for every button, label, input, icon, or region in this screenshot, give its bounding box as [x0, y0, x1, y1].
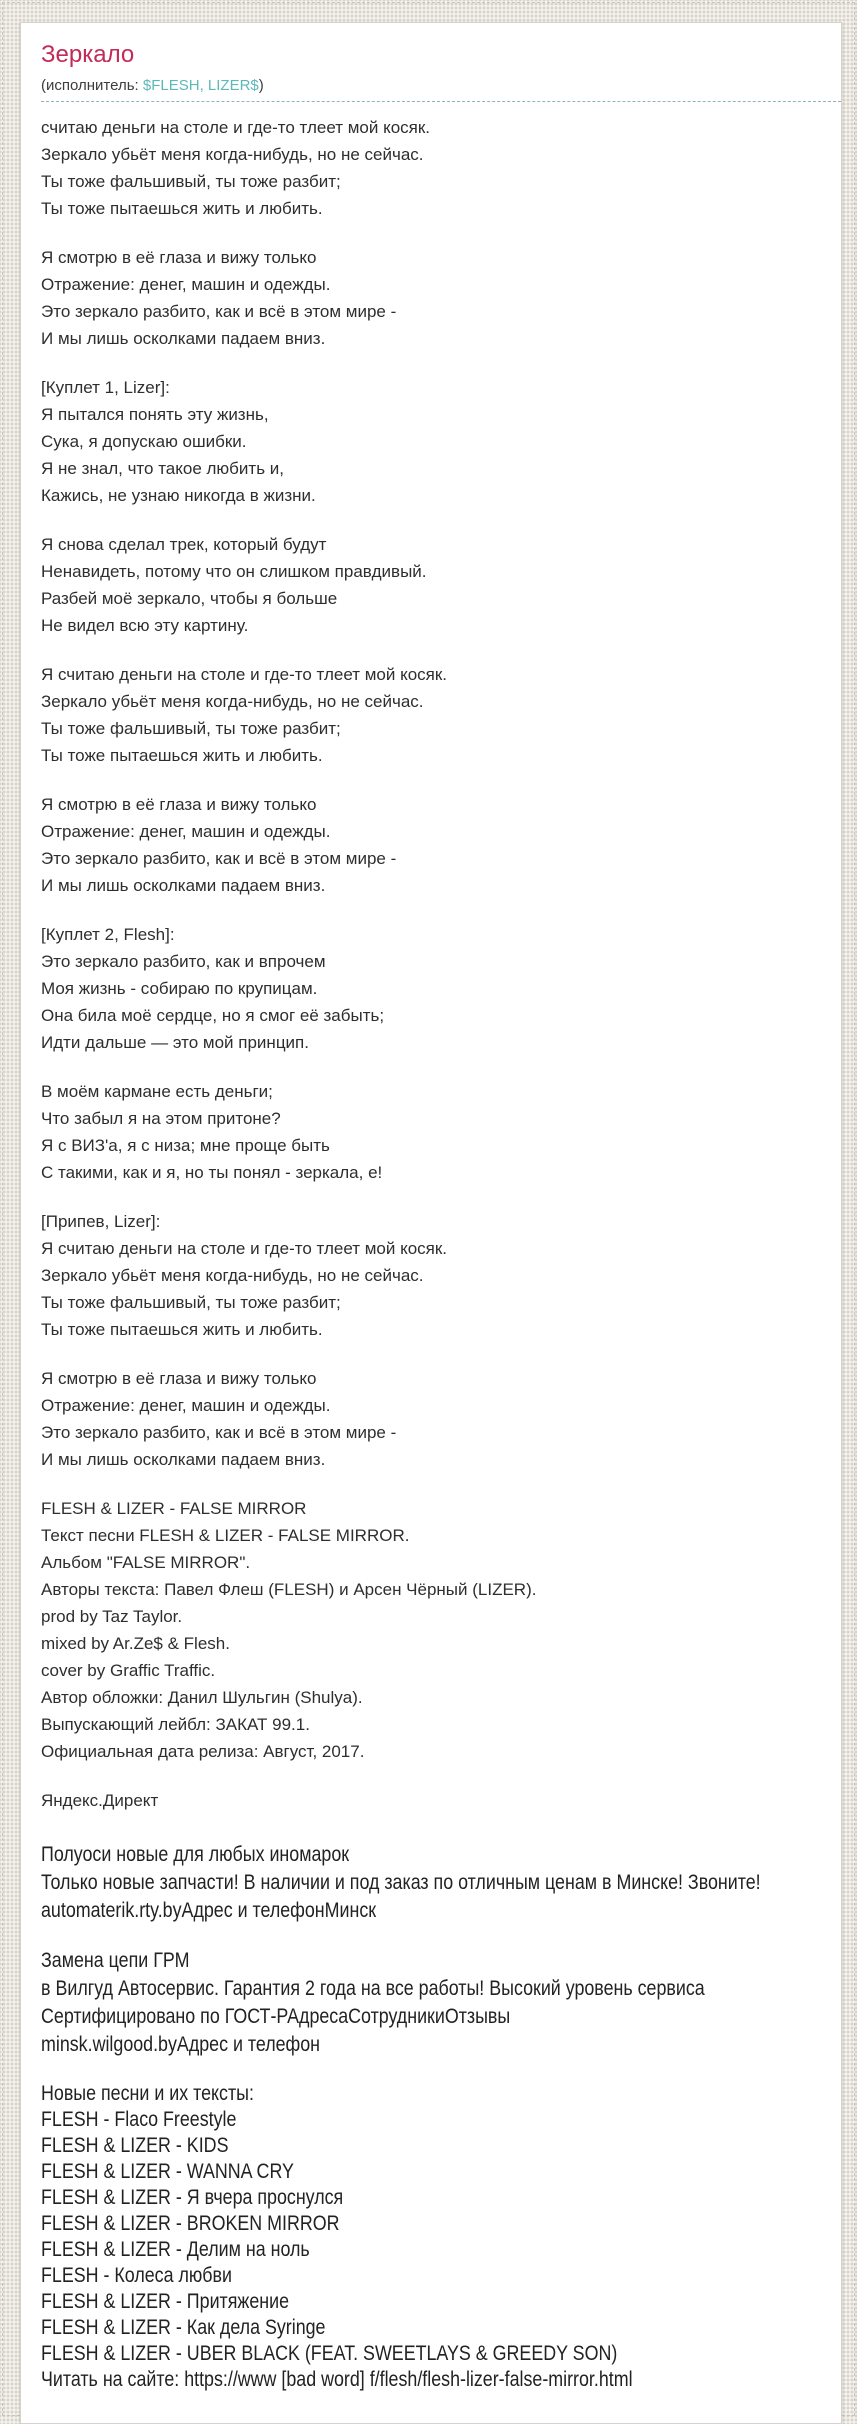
ad-domain[interactable]	[41, 1897, 841, 1925]
related-song-text: FLESH & LIZER - Я вчера проснулся	[41, 2186, 344, 2209]
song-title: Зеркало	[41, 41, 135, 68]
lyrics-line: Отражение: денег, машин и одежды.	[41, 275, 331, 294]
credits-line: Автор обложки: Данил Шульгин (Shulya).	[41, 1688, 363, 1707]
lyrics-line: Это зеркало разбито, как и всё в этом мире -	[41, 302, 397, 321]
lyrics-line: Отражение: денег, машин и одежды.	[41, 822, 331, 841]
ad-title[interactable]	[41, 1841, 841, 1869]
artist-suffix: )	[258, 77, 264, 94]
lyrics	[41, 102, 841, 1765]
lyrics-line: Сука, я допускаю ошибки.	[41, 432, 247, 451]
related-song-text: FLESH & LIZER - Делим на ноль	[41, 2238, 310, 2261]
credits-line: cover by Graffic Traffic.	[41, 1661, 216, 1680]
credits-line: Выпускающий лейбл: ЗАКАТ 99.1.	[41, 1715, 310, 1734]
lyrics-line: И мы лишь осколками падаем вниз.	[41, 1450, 326, 1469]
credits-line: Текст песни FLESH & LIZER - FALSE MIRROR.	[41, 1526, 410, 1545]
ad-item[interactable]	[41, 1947, 841, 2059]
related-heading: Новые песни и их тексты:	[41, 2082, 254, 2105]
lyrics-line: Она била моё сердце, но я смог её забыть;	[41, 1006, 385, 1025]
lyrics-line: Ты тоже фальшивый, ты тоже разбит;	[41, 719, 341, 738]
lyrics-line: Я смотрю в её глаза и вижу только	[41, 248, 317, 267]
related-song-link[interactable]	[41, 2341, 841, 2367]
lyrics-line: Ты тоже фальшивый, ты тоже разбит;	[41, 1293, 341, 1312]
lyrics-line: Ты тоже пытаешься жить и любить.	[41, 746, 323, 765]
lyrics-line: Я пытался понять эту жизнь,	[41, 405, 269, 424]
credits-line: prod by Taz Taylor.	[41, 1607, 183, 1626]
lyrics-line: Я считаю деньги на столе и где-то тлеет мой косяк.	[41, 1239, 448, 1258]
ad-description	[41, 1975, 841, 2003]
ad-description-text: в Вилгуд Автосервис. Гарантия 2 года на все работы! Высокий уровень сервиса	[41, 1977, 705, 2000]
lyrics-stanza	[41, 531, 841, 639]
lyrics-stanza	[41, 1365, 841, 1473]
ad-description-text: Сертифицировано по ГОСТ-РАдресаСотрудникиОтзывы	[41, 2005, 511, 2028]
lyrics-line: Ты тоже пытаешься жить и любить.	[41, 1320, 323, 1339]
lyrics-line: Это зеркало разбито, как и всё в этом мире -	[41, 849, 397, 868]
artist-link[interactable]: $FLESH, LIZER$	[142, 77, 259, 94]
related-song-link[interactable]	[41, 2263, 841, 2289]
related-song-link[interactable]	[41, 2107, 841, 2133]
lyrics-line: Ты тоже пытаешься жить и любить.	[41, 199, 323, 218]
lyrics-line: Что забыл я на этом притоне?	[41, 1109, 281, 1128]
lyrics-stanza	[41, 1078, 841, 1186]
lyrics-line: Разбей моё зеркало, чтобы я больше	[41, 589, 338, 608]
lyrics-line: Ты тоже фальшивый, ты тоже разбит;	[41, 172, 341, 191]
lyrics-line: Зеркало убьёт меня когда-нибудь, но не сейчас.	[41, 692, 424, 711]
lyrics-line: В моём кармане есть деньги;	[41, 1082, 273, 1101]
credits-line: Авторы текста: Павел Флеш (FLESH) и Арсен Чёрный (LIZER).	[41, 1580, 537, 1599]
lyrics-line: Это зеркало разбито, как и впрочем	[41, 952, 326, 971]
ad-domain-text: automaterik.rty.byАдрес и телефонМинск	[41, 1899, 377, 1922]
lyrics-line: И мы лишь осколками падаем вниз.	[41, 329, 326, 348]
artist-line	[41, 76, 841, 96]
ad-domain-text: minsk.wilgood.byАдрес и телефон	[41, 2033, 321, 2056]
ad-domain[interactable]	[41, 2031, 841, 2059]
lyrics-line: Ненавидеть, потому что он слишком правдивый.	[41, 562, 427, 581]
lyrics-line: Я считаю деньги на столе и где-то тлеет мой косяк.	[41, 665, 448, 684]
lyrics-line: [Припев, Lizer]:	[41, 1212, 161, 1231]
lyrics-line: С такими, как и я, но ты понял - зеркала, е!	[41, 1163, 383, 1182]
credits-line: FLESH & LIZER - FALSE MIRROR	[41, 1499, 307, 1518]
lyrics-line: Я смотрю в её глаза и вижу только	[41, 795, 317, 814]
related-song-text: FLESH & LIZER - UBER BLACK (FEAT. SWEETLAYS & GREEDY SON)	[41, 2342, 618, 2365]
lyrics-line: Зеркало убьёт меня когда-нибудь, но не сейчас.	[41, 145, 424, 164]
related-song-text: FLESH & LIZER - KIDS	[41, 2134, 229, 2157]
ad-description	[41, 2003, 841, 2031]
lyrics-line: Я не знал, что такое любить и,	[41, 459, 284, 478]
lyrics-line: [Куплет 2, Flesh]:	[41, 925, 175, 944]
related-song-link[interactable]	[41, 2159, 841, 2185]
related-song-link[interactable]	[41, 2315, 841, 2341]
lyrics-line: Не видел всю эту картину.	[41, 616, 249, 635]
related-song-text: FLESH - Колеса любви	[41, 2264, 232, 2287]
lyrics-line: Идти дальше — это мой принцип.	[41, 1033, 309, 1052]
lyrics-line: И мы лишь осколками падаем вниз.	[41, 876, 326, 895]
related-song-text: FLESH & LIZER - Как дела Syringe	[41, 2316, 326, 2339]
ads-block	[21, 1841, 841, 2059]
related-songs-block	[41, 2081, 841, 2393]
related-song-text: FLESH & LIZER - WANNA CRY	[41, 2160, 294, 2183]
lyrics-stanza	[41, 244, 841, 352]
artist-prefix: (исполнитель:	[41, 77, 143, 94]
credits-line: mixed by Ar.Ze$ & Flesh.	[41, 1634, 230, 1653]
lyrics-stanza	[41, 374, 841, 509]
lyrics-line: Кажись, не узнаю никогда в жизни.	[41, 486, 316, 505]
related-song-text: FLESH & LIZER - BROKEN MIRROR	[41, 2212, 340, 2235]
lyrics-stanza	[41, 661, 841, 769]
related-song-text: FLESH - Flaco Freestyle	[41, 2108, 237, 2131]
yandex-direct-label: Яндекс.Директ	[41, 1791, 159, 1810]
lyrics-card	[20, 22, 842, 2424]
lyrics-line: Зеркало убьёт меня когда-нибудь, но не сейчас.	[41, 1266, 424, 1285]
ad-description-text: Только новые запчасти! В наличии и под заказ по отличным ценам в Минске! Звоните!	[41, 1871, 761, 1894]
lyrics-stanza	[41, 921, 841, 1056]
lyrics-line: Моя жизнь - собираю по крупицам.	[41, 979, 318, 998]
lyrics-line: [Куплет 1, Lizer]:	[41, 378, 170, 397]
lyrics-stanza	[41, 791, 841, 899]
related-song-link[interactable]	[41, 2185, 841, 2211]
lyrics-stanza	[41, 1208, 841, 1343]
lyrics-line: Я с ВИЗ'а, я с низа; мне проще быть	[41, 1136, 330, 1155]
lyrics-line: Отражение: денег, машин и одежды.	[41, 1396, 331, 1415]
ad-title-text: Полуоси новые для любых иномарок	[41, 1843, 350, 1866]
related-song-link[interactable]	[41, 2211, 841, 2237]
related-song-link[interactable]	[41, 2289, 841, 2315]
related-song-link[interactable]	[41, 2133, 841, 2159]
ad-title-text: Замена цепи ГРМ	[41, 1949, 190, 1972]
song-credits	[41, 1495, 841, 1765]
lyrics-line: Это зеркало разбито, как и всё в этом мире -	[41, 1423, 397, 1442]
read-on-site-line: Читать на сайте: https://www [bad word] f/flesh/flesh-lizer-false-mirror.html	[41, 2368, 633, 2391]
lyrics-stanza	[41, 114, 841, 222]
ad-item[interactable]	[41, 1841, 841, 1925]
ad-title[interactable]	[41, 1947, 841, 1975]
song-header	[41, 41, 841, 102]
ad-description	[41, 1869, 841, 1897]
credits-line: Альбом "FALSE MIRROR".	[41, 1553, 251, 1572]
related-song-text: FLESH & LIZER - Притяжение	[41, 2290, 290, 2313]
lyrics-line: Я смотрю в её глаза и вижу только	[41, 1369, 317, 1388]
lyrics-line: считаю деньги на столе и где-то тлеет мой косяк.	[41, 118, 431, 137]
related-song-link[interactable]	[41, 2237, 841, 2263]
credits-line: Официальная дата релиза: Август, 2017.	[41, 1742, 365, 1761]
lyrics-line: Я снова сделал трек, который будут	[41, 535, 327, 554]
